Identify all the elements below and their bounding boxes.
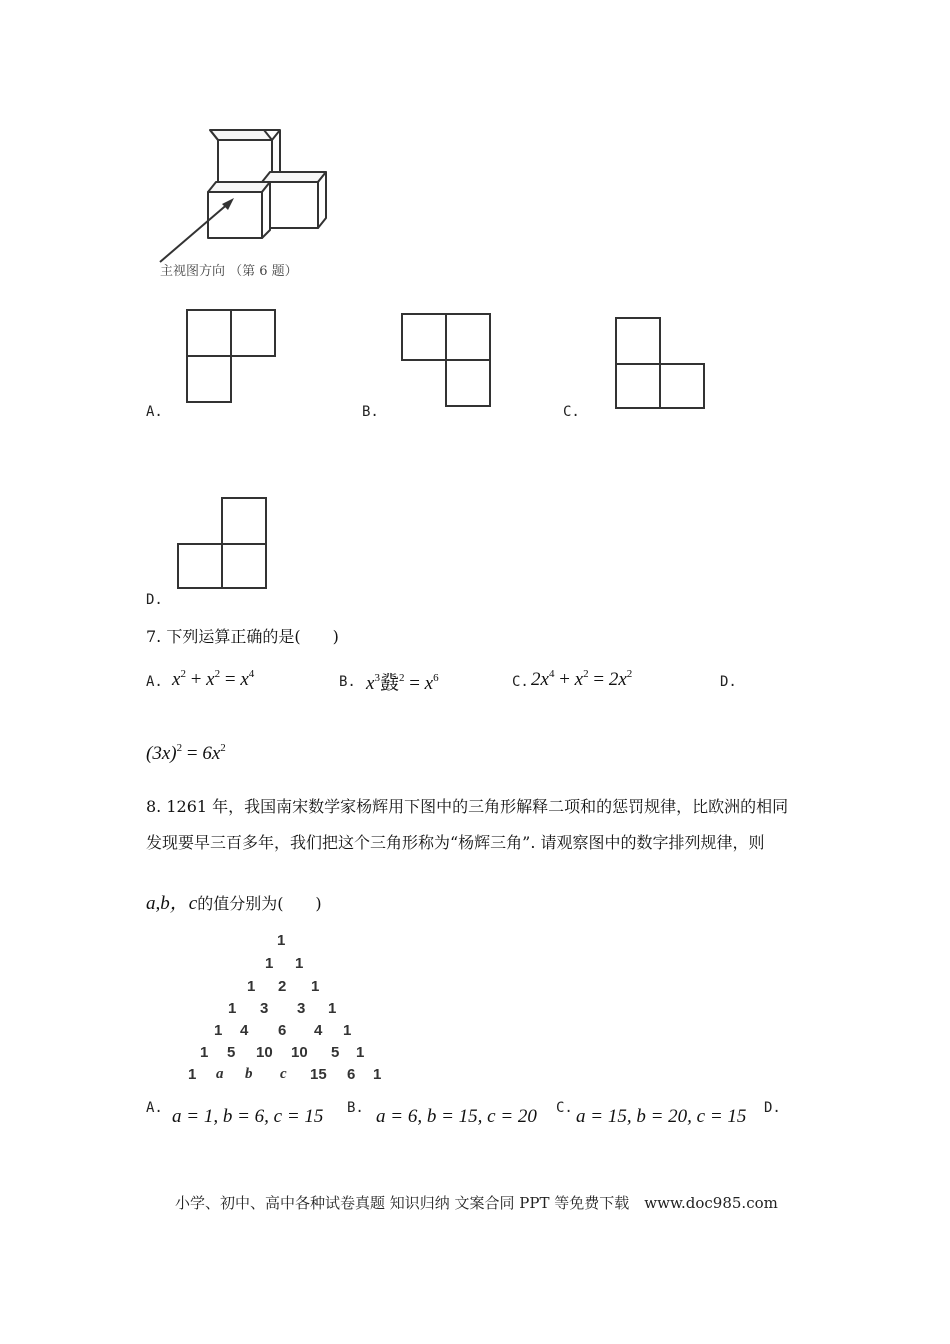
q8-stem-line3: a,b，c的值分别为( ) [146, 893, 322, 914]
q8-option-b-expr: a = 6, b = 15, c = 20 [376, 1106, 537, 1127]
yanghui-triangle: 1 1 1 1 2 1 1 3 3 1 1 4 6 4 1 1 5 10 10 5 1 1 a b c 15 6 1 [188, 932, 382, 1083]
q7-option-c-label: C. [512, 674, 529, 690]
q7-option-b-label: B. [339, 674, 356, 690]
q6-option-c-label: C. [563, 404, 580, 420]
q6-option-b-label: B. [362, 404, 379, 420]
q8-option-a-expr: a = 1, b = 6, c = 15 [172, 1106, 324, 1127]
q7-option-a-expr: $x^2 + x^2 = x^4$ [172, 668, 255, 690]
q7-option-c-expr: $2x^4 + x^2 = 2x^2$ [531, 668, 633, 690]
q8-stem-line1: 8. 1261 年，我国南宋数学家杨辉用下图中的三角形解释二项和的惩罚规律，比欧洲的相同 [146, 797, 789, 816]
q8-option-c-expr: a = 15, b = 20, c = 15 [576, 1106, 747, 1127]
cube-figure [150, 120, 350, 280]
q8-option-b-label: B. [347, 1100, 364, 1116]
q7-option-d-expr: $(3x)^2 = 6x^2$ [146, 742, 226, 764]
option-c-view [614, 314, 708, 412]
q8-option-d-label: D. [764, 1100, 781, 1116]
option-d-view [176, 496, 270, 592]
q8-stem-line2: 发现要早三百多年，我们把这个三角形称为“杨辉三角”. 请观察图中的数字排列规律，则 [146, 833, 765, 852]
option-b-view [400, 310, 494, 408]
q7-stem: 7. 下列运算正确的是( ) [146, 627, 339, 646]
q8-option-c-label: C. [556, 1100, 573, 1116]
q6-option-d-label: D. [146, 592, 163, 608]
figure-caption: 主视图方向 （第 6 题） [160, 264, 298, 279]
q7-option-a-label: A. [146, 674, 163, 690]
q8-option-a-label: A. [146, 1100, 163, 1116]
q6-option-a-label: A. [146, 404, 163, 420]
q7-option-b-expr: $x^3$鼗$^2 = x^6$ [366, 672, 439, 694]
page-footer: 小学、初中、高中各种试卷真题 知识归纳 文案合同 PPT 等免费下载 www.doc985.com [175, 1194, 778, 1212]
option-a-view [185, 306, 279, 404]
q7-option-d-label: D. [720, 674, 737, 690]
